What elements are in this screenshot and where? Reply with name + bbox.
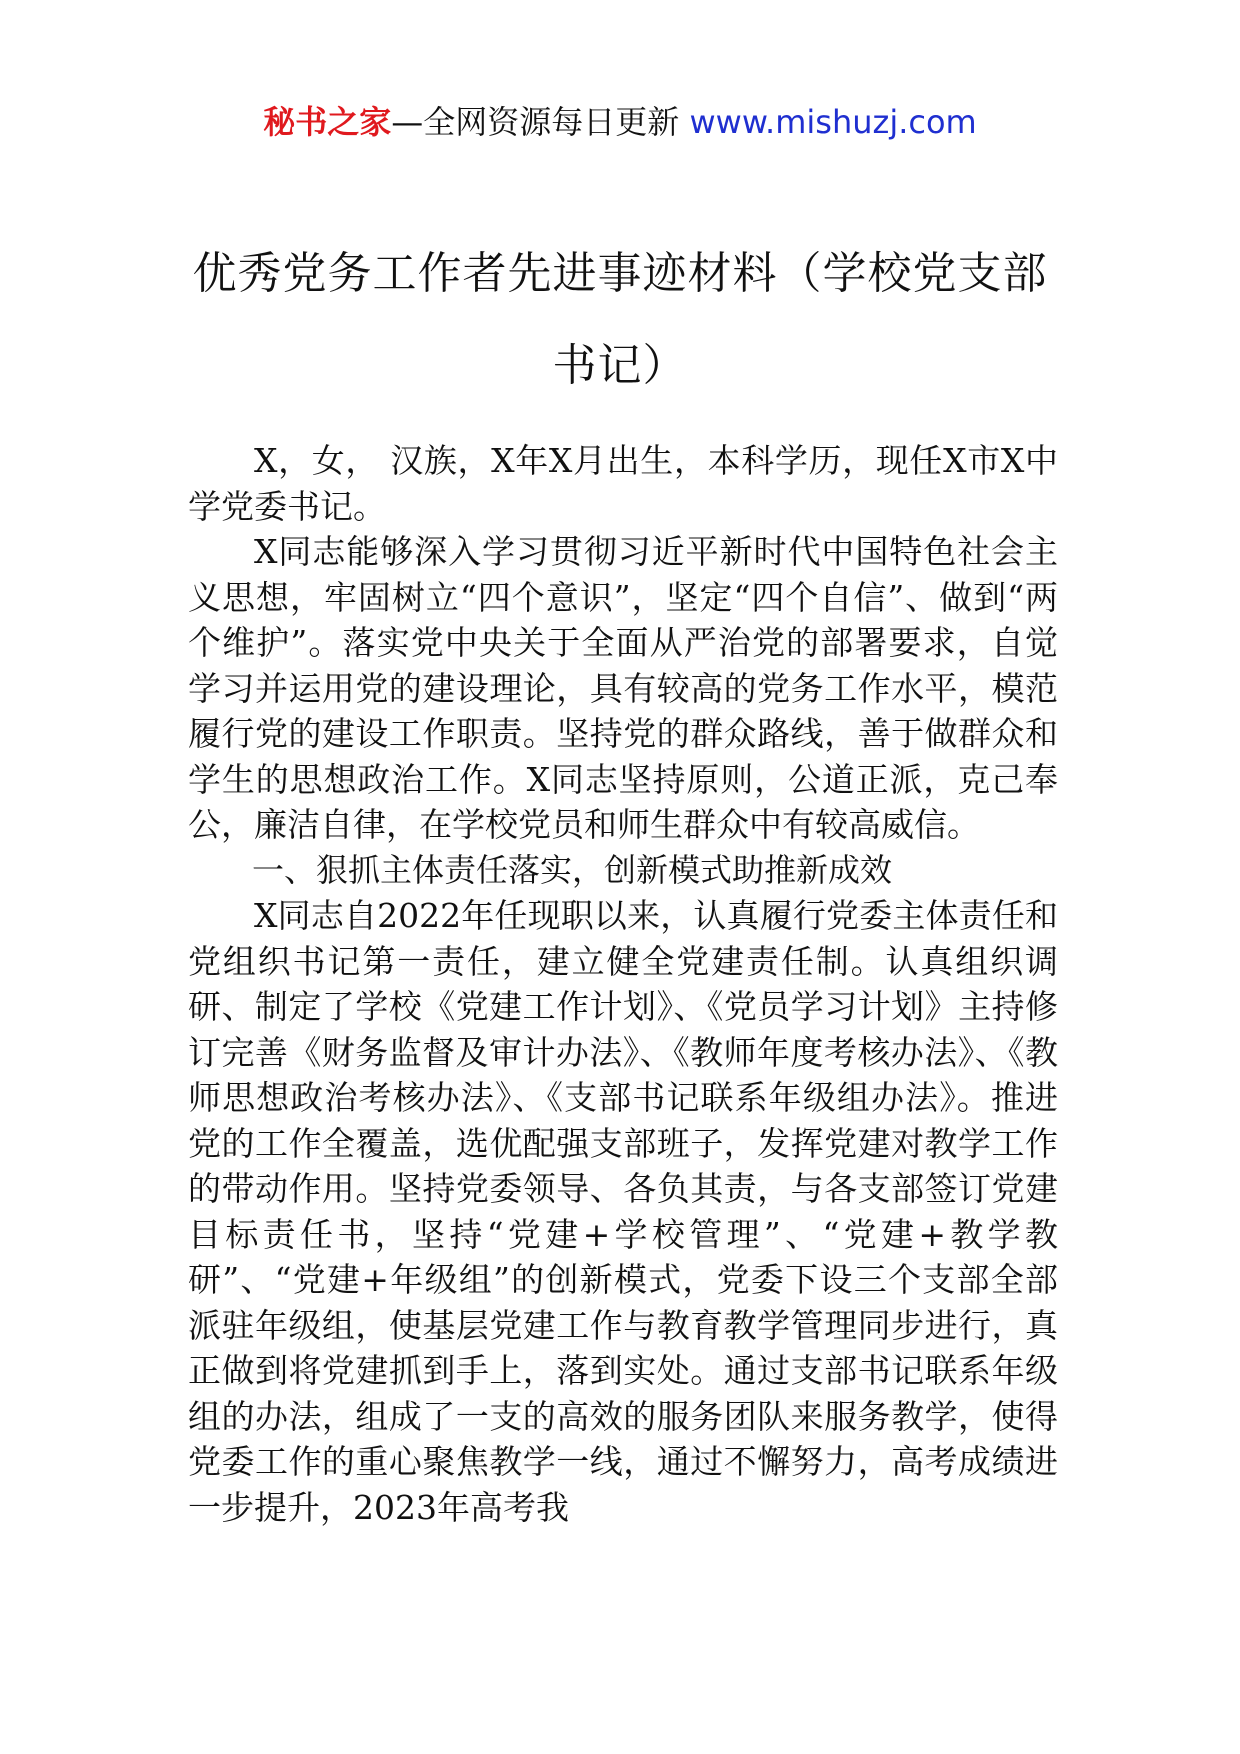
document-body bbox=[188, 438, 1058, 1530]
banner-tagline: —全网资源每日更新 bbox=[391, 103, 690, 141]
paragraph-section-1: X同志自2022年任现职以来，认真履行党委主体责任和党组织书记第一责任，建立健全党建责任制。认真组织调研、制定了学校《党建工作计划》、《党员学习计划》主持修订完善《财务监督及审计办法》、《教师年度考核办法》、《教师思想政治考核办法》、《支部书记联系年级组办法》。推进党的工作全覆盖，选优配强支部班子，发挥党建对教学工作的带动作用。坚持党委领导、各负其责，与各支部签订党建目标责任书，坚持“党建+学校管理”、“党建+教学教研”、“党建+年级组”的创新模式，党委下设三个支部全部派驻年级组，使基层党建工作与教育教学管理同步进行，真正做到将党建抓到手上，落到实处。通过支部书记联系年级组的办法，组成了一支的高效的服务团队来服务教学，使得党委工作的重心聚焦教学一线，通过不懈努力，高考成绩进一步提升，2023年高考我 bbox=[188, 896, 1058, 1527]
site-url-link[interactable]: www.mishuzj.com bbox=[689, 103, 977, 141]
paragraph-summary: X同志能够深入学习贯彻习近平新时代中国特色社会主义思想，牢固树立“四个意识”，坚定“四个自信”、做到“两个维护”。落实党中央关于全面从严治党的部署要求，自觉学习并运用党的建设理论，具有较高的党务工作水平，模范履行党的建设工作职责。坚持党的群众路线，善于做群众和学生的思想政治工作。X同志坚持原则，公道正派，克己奉公，廉洁自律，在学校党员和师生群众中有较高威信。 bbox=[188, 532, 1058, 844]
site-banner bbox=[0, 100, 1240, 144]
section-heading: 一、狠抓主体责任落实，创新模式助推新成效 bbox=[252, 850, 893, 889]
paragraph-intro: X，女， 汉族，X年X月出生，本科学历，现任X市X中学党委书记。 bbox=[188, 441, 1058, 526]
brand-name: 秘书之家 bbox=[263, 103, 392, 141]
document-title: 优秀党务工作者先进事迹材料（学校党支部书记） bbox=[192, 248, 1048, 391]
